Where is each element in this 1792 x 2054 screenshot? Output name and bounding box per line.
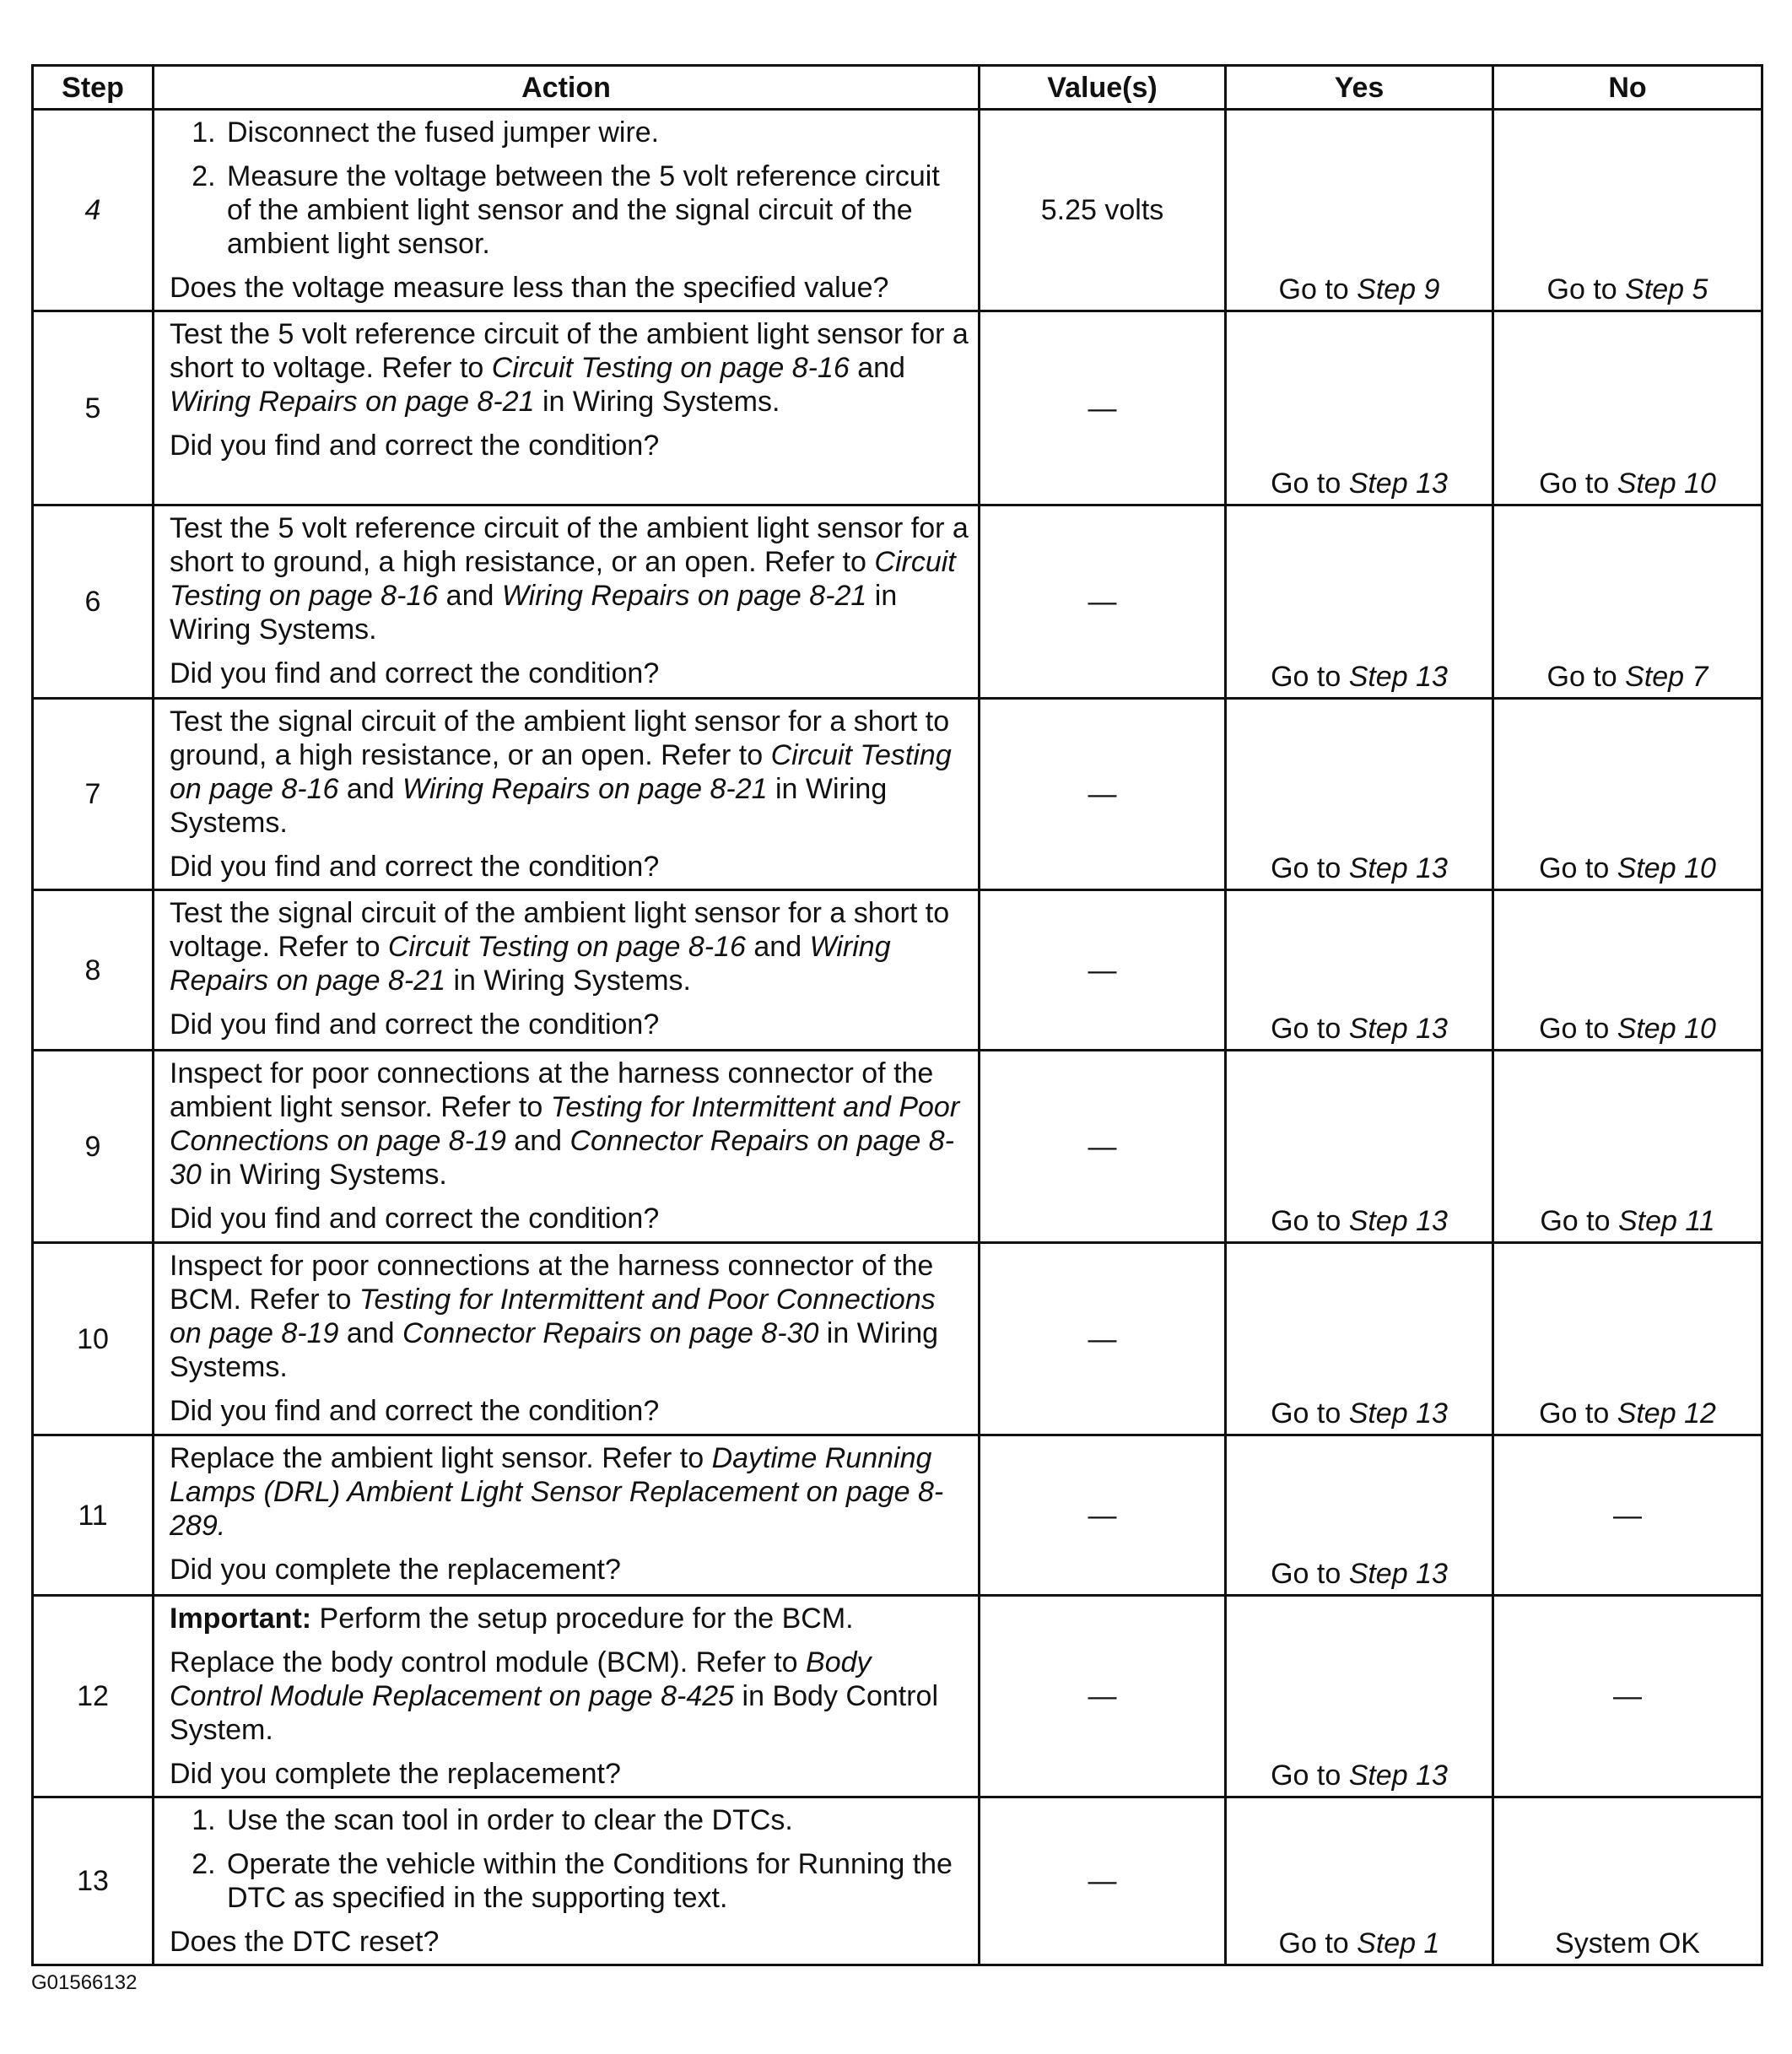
header-step: Step [33,66,154,110]
yes-step-ref: Step 9 [1357,273,1440,305]
action-text-part: Replace the body control module (BCM). Refer to [170,1646,807,1678]
action-cell [154,1435,980,1596]
no-text: Go to [1546,273,1626,305]
action-text-part: Test the 5 volt reference circuit of the ambient light sensor for a short to voltage. Refer to [170,318,969,384]
yes-step-ref: Step 13 [1348,852,1448,884]
action-question: Did you complete the replacement? [170,1554,621,1586]
no-text: Go to [1539,1397,1617,1430]
action-question: Did you find and correct the condition? [170,1203,660,1235]
action-cell [154,1051,980,1243]
action-text-part: Inspect for poor connections at the harness connector of the BCM. Refer to [170,1250,934,1316]
value-cell: — [980,1051,1226,1243]
header-values: Value(s) [980,66,1226,110]
yes-text: Go to [1271,1558,1349,1590]
action-cell [154,1797,980,1965]
action-text-part: Test the 5 volt reference circuit of the ambient light sensor for a short to ground, a high resistance, or an open. Refer to [170,512,969,578]
table-row [33,699,1762,890]
action-cell [154,505,980,699]
header-row [33,66,1762,110]
circuit-testing-ref: Circuit Testing on page 8-16 [170,546,956,612]
action-question: Did you find and correct the condition? [170,430,660,462]
no-cell: System OK [1493,1797,1762,1965]
header-action: Action [154,66,980,110]
value-cell: — [980,1243,1226,1435]
no-cell [1493,699,1762,890]
yes-step-ref: Step 13 [1348,1759,1448,1792]
yes-cell [1226,1596,1493,1797]
action-text-part: and [849,352,905,384]
action-question: Does the voltage measure less than the specified value? [170,272,889,304]
no-cell [1493,311,1762,505]
action-cell [154,1243,980,1435]
important-label: Important: [170,1603,312,1635]
step-number: 12 [33,1596,154,1797]
table-row [33,311,1762,505]
table-row [33,1051,1762,1243]
action-text [170,1057,969,1192]
table-row [33,1596,1762,1797]
action-text-part: and [338,1317,403,1349]
circuit-testing-ref: Circuit Testing on page 8-16 [170,739,952,805]
intermittent-connections-ref: Testing for Intermittent and Poor Connections on page 8-19 [170,1091,960,1157]
table-row [33,1797,1762,1965]
yes-cell [1226,505,1493,699]
step-number: 10 [33,1243,154,1435]
no-cell [1493,110,1762,311]
value-cell: — [980,505,1226,699]
action-cell [154,890,980,1051]
yes-text: Go to [1271,1759,1349,1792]
action-list [170,116,969,261]
connector-repairs-ref: Connector Repairs on page 8-30 [402,1317,819,1349]
yes-step-ref: Step 13 [1348,1205,1448,1237]
action-question: Did you find and correct the condition? [170,1395,660,1427]
action-text-part: and [438,580,502,612]
no-cell [1493,890,1762,1051]
step-number: 4 [33,110,154,311]
no-cell [1493,1051,1762,1243]
no-text: Go to [1546,661,1626,693]
header-no: No [1493,66,1762,110]
important-note [170,1602,969,1635]
yes-step-ref: Step 13 [1348,661,1448,693]
step-number: 9 [33,1051,154,1243]
diagnostic-table [31,64,1763,1966]
no-step-ref: Step 10 [1617,852,1716,884]
list-item: 2. Measure the voltage between the 5 volt reference circuit of the ambient light sensor and the signal circuit of the ambient light sensor. [224,159,969,261]
action-text-part: and [505,1125,570,1157]
value-cell: — [980,890,1226,1051]
action-list [170,1803,969,1915]
value-cell: — [980,1435,1226,1596]
wiring-repairs-ref: Wiring Repairs on page 8-21 [170,386,535,418]
yes-text: Go to [1278,1927,1357,1959]
action-cell [154,110,980,311]
action-text-part: and [745,931,810,963]
no-text: Go to [1539,468,1617,500]
value-cell: — [980,699,1226,890]
action-text [170,1249,969,1384]
action-question: Does the DTC reset? [170,1926,440,1958]
yes-text: Go to [1271,1205,1349,1237]
action-text-part: in Wiring Systems. [445,965,691,997]
no-cell [1493,505,1762,699]
action-cell [154,311,980,505]
no-step-ref: Step 7 [1625,661,1708,693]
action-text [170,317,969,419]
yes-step-ref: Step 1 [1357,1927,1440,1959]
action-text-part: Test the signal circuit of the ambient light sensor for a short to voltage. Refer to [170,897,950,963]
yes-text: Go to [1271,468,1349,500]
connector-repairs-ref: Connector Repairs on page 8-30 [170,1125,954,1191]
step-number: 6 [33,505,154,699]
action-question: Did you find and correct the condition? [170,657,660,689]
action-text [170,511,969,646]
yes-cell [1226,1797,1493,1965]
action-text [170,705,969,840]
sensor-replacement-ref: Daytime Running Lamps (DRL) Ambient Light Sensor Replacement on page 8-289. [170,1442,944,1542]
no-cell [1493,1243,1762,1435]
action-text-part: in Wiring Systems. [170,580,898,646]
action-text-part: and [338,773,403,805]
no-cell: — [1493,1596,1762,1797]
action-cell [154,699,980,890]
yes-cell [1226,699,1493,890]
yes-step-ref: Step 13 [1348,468,1448,500]
bcm-replacement-ref: Body Control Module Replacement on page 8-425 [170,1646,872,1712]
no-text: Go to [1539,1013,1617,1045]
list-item: 2. Operate the vehicle within the Conditions for Running the DTC as specified in the supporting text. [224,1847,969,1915]
yes-text: Go to [1271,852,1349,884]
yes-text: Go to [1271,1013,1349,1045]
yes-text: Go to [1271,1397,1349,1430]
table-row [33,110,1762,311]
value-cell: 5.25 volts [980,110,1226,311]
list-item: 1. Disconnect the fused jumper wire. [224,116,969,149]
circuit-testing-ref: Circuit Testing on page 8-16 [491,352,850,384]
yes-cell [1226,1243,1493,1435]
wiring-repairs-ref: Wiring Repairs on page 8-21 [501,580,867,612]
action-text-part: in Wiring Systems. [201,1159,447,1191]
circuit-testing-ref: Circuit Testing on page 8-16 [387,931,746,963]
yes-step-ref: Step 13 [1348,1397,1448,1430]
action-text-part: in Wiring Systems. [170,773,888,839]
wiring-repairs-ref: Wiring Repairs on page 8-21 [402,773,768,805]
table-row [33,505,1762,699]
action-text [170,1646,969,1747]
action-cell [154,1596,980,1797]
action-question: Did you find and correct the condition? [170,851,660,883]
action-text [170,1441,969,1543]
table-row [33,1243,1762,1435]
yes-cell [1226,110,1493,311]
no-text: Go to [1540,1205,1618,1237]
yes-cell [1226,890,1493,1051]
value-cell: — [980,311,1226,505]
yes-cell [1226,1051,1493,1243]
step-number: 7 [33,699,154,890]
action-text-part: in Body Control System. [170,1680,938,1746]
no-step-ref: Step 10 [1617,1013,1716,1045]
step-number: 13 [33,1797,154,1965]
action-text [170,896,969,997]
step-number: 5 [33,311,154,505]
value-cell: — [980,1596,1226,1797]
table-row [33,1435,1762,1596]
action-text-part: in Wiring Systems. [170,1317,939,1383]
no-step-ref: Step 11 [1617,1205,1715,1237]
header-yes: Yes [1226,66,1493,110]
action-question: Did you find and correct the condition? [170,1008,660,1041]
no-cell: — [1493,1435,1762,1596]
intermittent-connections-ref: Testing for Intermittent and Poor Connections on page 8-19 [170,1284,936,1349]
important-text: Perform the setup procedure for the BCM. [311,1603,854,1635]
yes-step-ref: Step 13 [1348,1013,1448,1045]
table-row [33,890,1762,1051]
list-item: 1. Use the scan tool in order to clear the DTCs. [224,1803,969,1837]
action-text-part: Test the signal circuit of the ambient light sensor for a short to ground, a high resistance, or an open. Refer to [170,705,950,771]
no-step-ref: Step 10 [1617,468,1716,500]
no-step-ref: Step 12 [1617,1397,1716,1430]
no-text: Go to [1539,852,1617,884]
yes-cell [1226,1435,1493,1596]
step-number: 11 [33,1435,154,1596]
figure-id: G01566132 [31,1971,138,1994]
wiring-repairs-ref: Wiring Repairs on page 8-21 [170,931,891,997]
yes-step-ref: Step 13 [1348,1558,1448,1590]
yes-text: Go to [1278,273,1357,305]
action-text-part: Replace the ambient light sensor. Refer to [170,1442,712,1474]
value-cell: — [980,1797,1226,1965]
action-question: Did you complete the replacement? [170,1758,621,1790]
action-text-part: Inspect for poor connections at the harness connector of the ambient light sensor. Refer to [170,1057,934,1123]
yes-cell [1226,311,1493,505]
no-step-ref: Step 5 [1625,273,1708,305]
action-text-part: in Wiring Systems. [534,386,780,418]
yes-text: Go to [1271,661,1349,693]
step-number: 8 [33,890,154,1051]
